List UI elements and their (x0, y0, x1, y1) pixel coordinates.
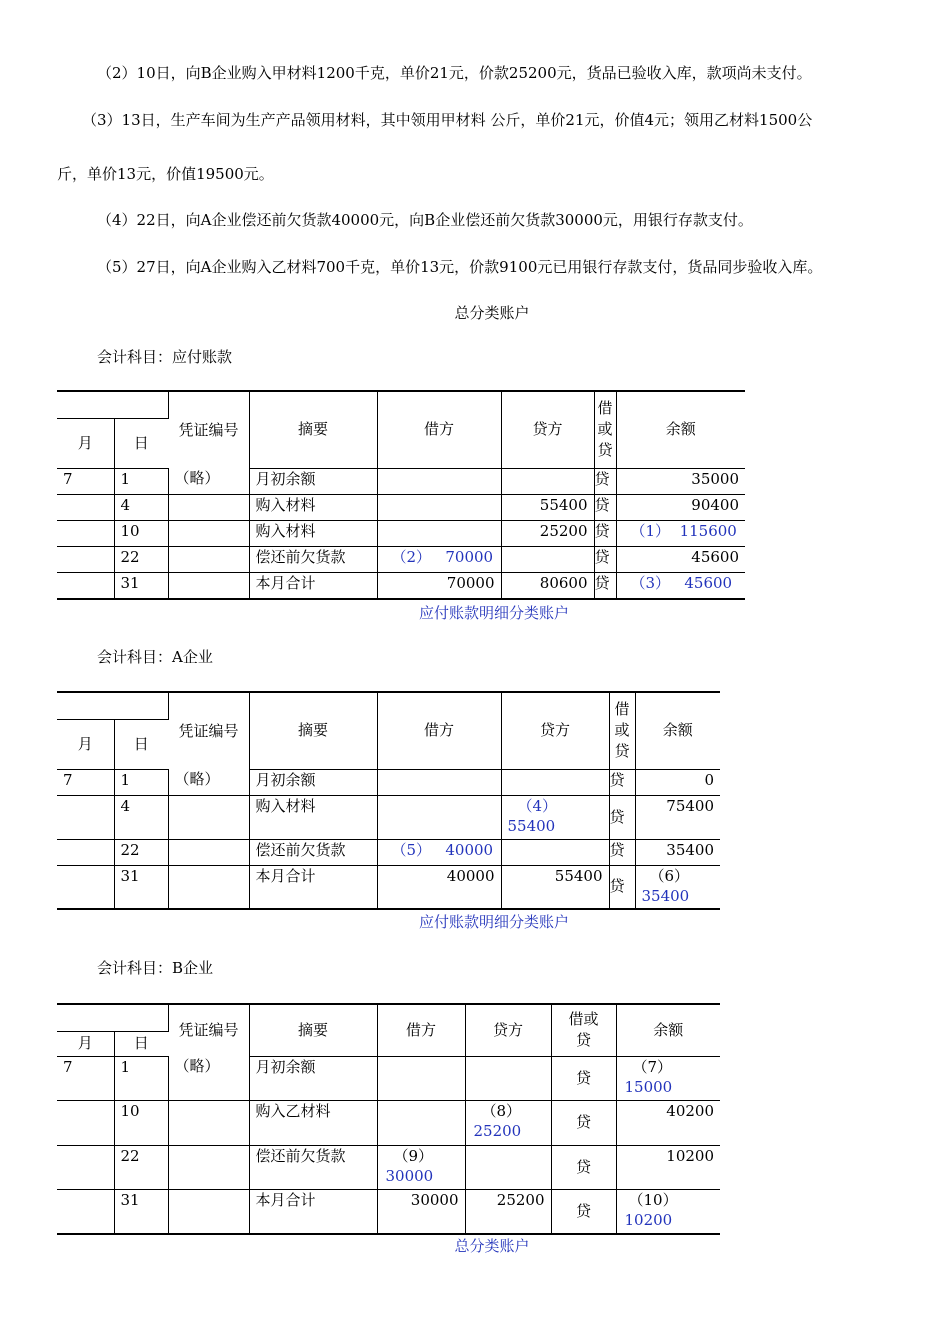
cell-dc: 贷 (594, 494, 616, 520)
answer-value: 40000 (445, 840, 494, 859)
payables-ledger-table (57, 390, 745, 600)
cell-voucher (168, 494, 249, 520)
header-month: 月 (57, 418, 114, 468)
subject-label-payables: 会计科目：应付账款 (97, 348, 233, 366)
answer-value: 15000 (624, 1077, 673, 1096)
cell-day: 1 (114, 1056, 168, 1100)
cell-dc: 贷 (551, 1189, 616, 1234)
general-ledger-title: 总分类账户 (454, 304, 530, 322)
cell-balance: 45600 (616, 546, 745, 572)
cell-month (57, 795, 114, 839)
cell-balance: 40200 (616, 1100, 720, 1145)
subject-label-b: 会计科目：B企业 (97, 959, 214, 977)
cell-month: 7 (57, 769, 114, 795)
cell-day: 10 (114, 520, 168, 546)
cell-balance: 35400 (635, 839, 720, 865)
cell-balance (616, 1056, 720, 1100)
cell-month: 7 (57, 468, 114, 494)
header-dc: 借或贷 (551, 1004, 616, 1056)
cell-debit (377, 468, 501, 494)
header-voucher: 凭证编号 (168, 391, 249, 468)
header-dc: 借或贷 (594, 391, 616, 468)
cell-summary: 月初余额 (249, 769, 377, 795)
cell-dc: 贷 (594, 468, 616, 494)
cell-dc: 贷 (609, 769, 635, 795)
subject-label-a: 会计科目：A企业 (97, 648, 213, 666)
answer-value: 70000 (445, 547, 494, 566)
detail-ledger-title-2: 应付账款明细分类账户 (418, 913, 569, 931)
cell-credit: 55400 (501, 865, 609, 909)
cell-dc: 贷 (594, 572, 616, 599)
header-day: 日 (114, 418, 168, 468)
cell-day: 31 (114, 1189, 168, 1234)
cell-credit (501, 546, 594, 572)
cell-summary: 月初余额 (249, 1056, 377, 1100)
header-debit: 借方 (377, 391, 501, 468)
cell-dc: 贷 (594, 520, 616, 546)
cell-voucher: （略） (168, 468, 249, 494)
cell-day: 22 (114, 546, 168, 572)
cell-summary: 购入材料 (249, 795, 377, 839)
paragraph-2: （2）10日，向B企业购入甲材料1200千克，单价21元，价款25200元，货品已验收入库，款项尚未支付。 (97, 64, 812, 82)
cell-month (57, 572, 114, 599)
cell-summary: 本月合计 (249, 572, 377, 599)
answer-mark: （7） (632, 1057, 673, 1076)
cell-month (57, 520, 114, 546)
cell-voucher: （略） (168, 1056, 249, 1100)
answer-mark: （4） (517, 796, 558, 815)
header-month: 月 (57, 1031, 114, 1056)
cell-balance: 10200 (616, 1145, 720, 1189)
cell-summary: 购入材料 (249, 520, 377, 546)
answer-mark: （6） (649, 866, 690, 885)
header-credit: 贷方 (501, 692, 609, 769)
cell-credit: 25200 (465, 1189, 551, 1234)
header-dc: 借或贷 (609, 692, 635, 769)
table-row (57, 520, 745, 546)
paragraph-5: （5）27日，向A企业购入乙材料700千克，单价13元，价款9100元已用银行存款支付，货品同步验收入库。 (97, 258, 823, 276)
cell-balance (616, 520, 745, 546)
table-row (57, 795, 720, 839)
cell-credit (501, 839, 609, 865)
company-a-ledger-table (57, 691, 720, 910)
cell-day: 10 (114, 1100, 168, 1145)
cell-summary: 偿还前欠货款 (249, 1145, 377, 1189)
cell-dc: 贷 (609, 795, 635, 839)
cell-dc: 贷 (551, 1145, 616, 1189)
header-day: 日 (114, 1031, 168, 1056)
cell-month (57, 546, 114, 572)
header-summary: 摘要 (249, 391, 377, 468)
answer-mark: （9） (393, 1146, 434, 1165)
cell-voucher (168, 572, 249, 599)
cell-voucher (168, 839, 249, 865)
cell-balance: 75400 (635, 795, 720, 839)
paragraph-3: （3）13日，生产车间为生产产品领用材料，其中领用甲材料 公斤，单价21元，价值4元；领用乙材料1500公 (82, 111, 813, 129)
cell-voucher (168, 865, 249, 909)
header-balance: 余额 (616, 1004, 720, 1056)
cell-debit (377, 494, 501, 520)
cell-debit (377, 795, 501, 839)
cell-voucher (168, 1100, 249, 1145)
header-credit: 贷方 (501, 391, 594, 468)
cell-voucher (168, 546, 249, 572)
table-row (57, 839, 720, 865)
cell-debit (377, 769, 501, 795)
cell-month (57, 1189, 114, 1234)
header-day: 日 (114, 719, 168, 769)
general-ledger-title-2: 总分类账户 (454, 1237, 530, 1255)
answer-mark: （2） (391, 547, 432, 566)
cell-voucher (168, 520, 249, 546)
cell-day: 1 (114, 468, 168, 494)
cell-month (57, 839, 114, 865)
cell-dc: 贷 (594, 546, 616, 572)
cell-balance (616, 1189, 720, 1234)
company-b-ledger-table (57, 1003, 720, 1235)
answer-mark: （5） (391, 840, 432, 859)
answer-mark: （8） (481, 1101, 522, 1120)
cell-credit: 55400 (501, 494, 594, 520)
paragraph-4: （4）22日，向A企业偿还前欠货款40000元，向B企业偿还前欠货款30000元，用银行存款支付。 (97, 211, 753, 229)
cell-summary: 偿还前欠货款 (249, 839, 377, 865)
cell-voucher (168, 1145, 249, 1189)
table-row (57, 468, 745, 494)
header-summary: 摘要 (249, 692, 377, 769)
cell-dc: 贷 (609, 865, 635, 909)
header-debit: 借方 (377, 692, 501, 769)
answer-value: 35400 (641, 886, 690, 905)
answer-mark: （1） (630, 521, 671, 540)
cell-credit (501, 468, 594, 494)
cell-debit (377, 1056, 465, 1100)
cell-summary: 本月合计 (249, 865, 377, 909)
cell-debit (377, 546, 501, 572)
cell-day: 31 (114, 572, 168, 599)
cell-debit: 70000 (377, 572, 501, 599)
answer-value: 25200 (473, 1121, 522, 1140)
cell-day: 22 (114, 839, 168, 865)
cell-day: 1 (114, 769, 168, 795)
cell-dc: 贷 (551, 1100, 616, 1145)
cell-month (57, 1145, 114, 1189)
cell-voucher (168, 1189, 249, 1234)
header-voucher: 凭证编号 (168, 1004, 249, 1056)
cell-balance: 90400 (616, 494, 745, 520)
answer-value: 10200 (624, 1210, 673, 1229)
cell-balance (635, 865, 720, 909)
cell-month (57, 865, 114, 909)
cell-debit: 30000 (377, 1189, 465, 1234)
header-summary: 摘要 (249, 1004, 377, 1056)
table-row (57, 1189, 720, 1234)
cell-credit (465, 1056, 551, 1100)
cell-credit: 25200 (501, 520, 594, 546)
header-month: 月 (57, 719, 114, 769)
table-row (57, 546, 745, 572)
header-balance: 余额 (635, 692, 720, 769)
cell-credit (501, 769, 609, 795)
paragraph-3-cont: 斤，单价13元，价值19500元。 (57, 165, 274, 183)
header-balance: 余额 (616, 391, 745, 468)
answer-mark: （10） (628, 1190, 678, 1209)
cell-credit (465, 1100, 551, 1145)
cell-summary: 月初余额 (249, 468, 377, 494)
cell-summary: 偿还前欠货款 (249, 546, 377, 572)
cell-summary: 本月合计 (249, 1189, 377, 1234)
cell-summary: 购入材料 (249, 494, 377, 520)
cell-credit (465, 1145, 551, 1189)
cell-dc: 贷 (609, 839, 635, 865)
cell-month: 7 (57, 1056, 114, 1100)
cell-balance (616, 572, 745, 599)
answer-mark: （3） (630, 573, 671, 592)
cell-summary: 购入乙材料 (249, 1100, 377, 1145)
cell-month (57, 1100, 114, 1145)
table-row (57, 865, 720, 909)
cell-voucher: （略） (168, 769, 249, 795)
cell-voucher (168, 795, 249, 839)
detail-ledger-title-1: 应付账款明细分类账户 (418, 604, 569, 622)
table-row (57, 1145, 720, 1189)
cell-debit (377, 839, 501, 865)
cell-dc: 贷 (551, 1056, 616, 1100)
header-voucher: 凭证编号 (168, 692, 249, 769)
answer-value: 30000 (385, 1166, 434, 1185)
cell-credit: 80600 (501, 572, 594, 599)
header-debit: 借方 (377, 1004, 465, 1056)
cell-day: 4 (114, 795, 168, 839)
header-credit: 贷方 (465, 1004, 551, 1056)
table-row (57, 494, 745, 520)
cell-debit (377, 1145, 465, 1189)
cell-balance: 35000 (616, 468, 745, 494)
cell-day: 22 (114, 1145, 168, 1189)
cell-debit (377, 1100, 465, 1145)
cell-credit (501, 795, 609, 839)
cell-month (57, 494, 114, 520)
cell-day: 4 (114, 494, 168, 520)
table-row (57, 1056, 720, 1100)
answer-value: 55400 (507, 816, 556, 835)
cell-debit: 40000 (377, 865, 501, 909)
answer-value: 45600 (684, 573, 733, 592)
answer-value: 115600 (679, 521, 737, 540)
table-row (57, 1100, 720, 1145)
table-row (57, 769, 720, 795)
cell-debit (377, 520, 501, 546)
table-row (57, 572, 745, 599)
cell-balance: 0 (635, 769, 720, 795)
cell-day: 31 (114, 865, 168, 909)
